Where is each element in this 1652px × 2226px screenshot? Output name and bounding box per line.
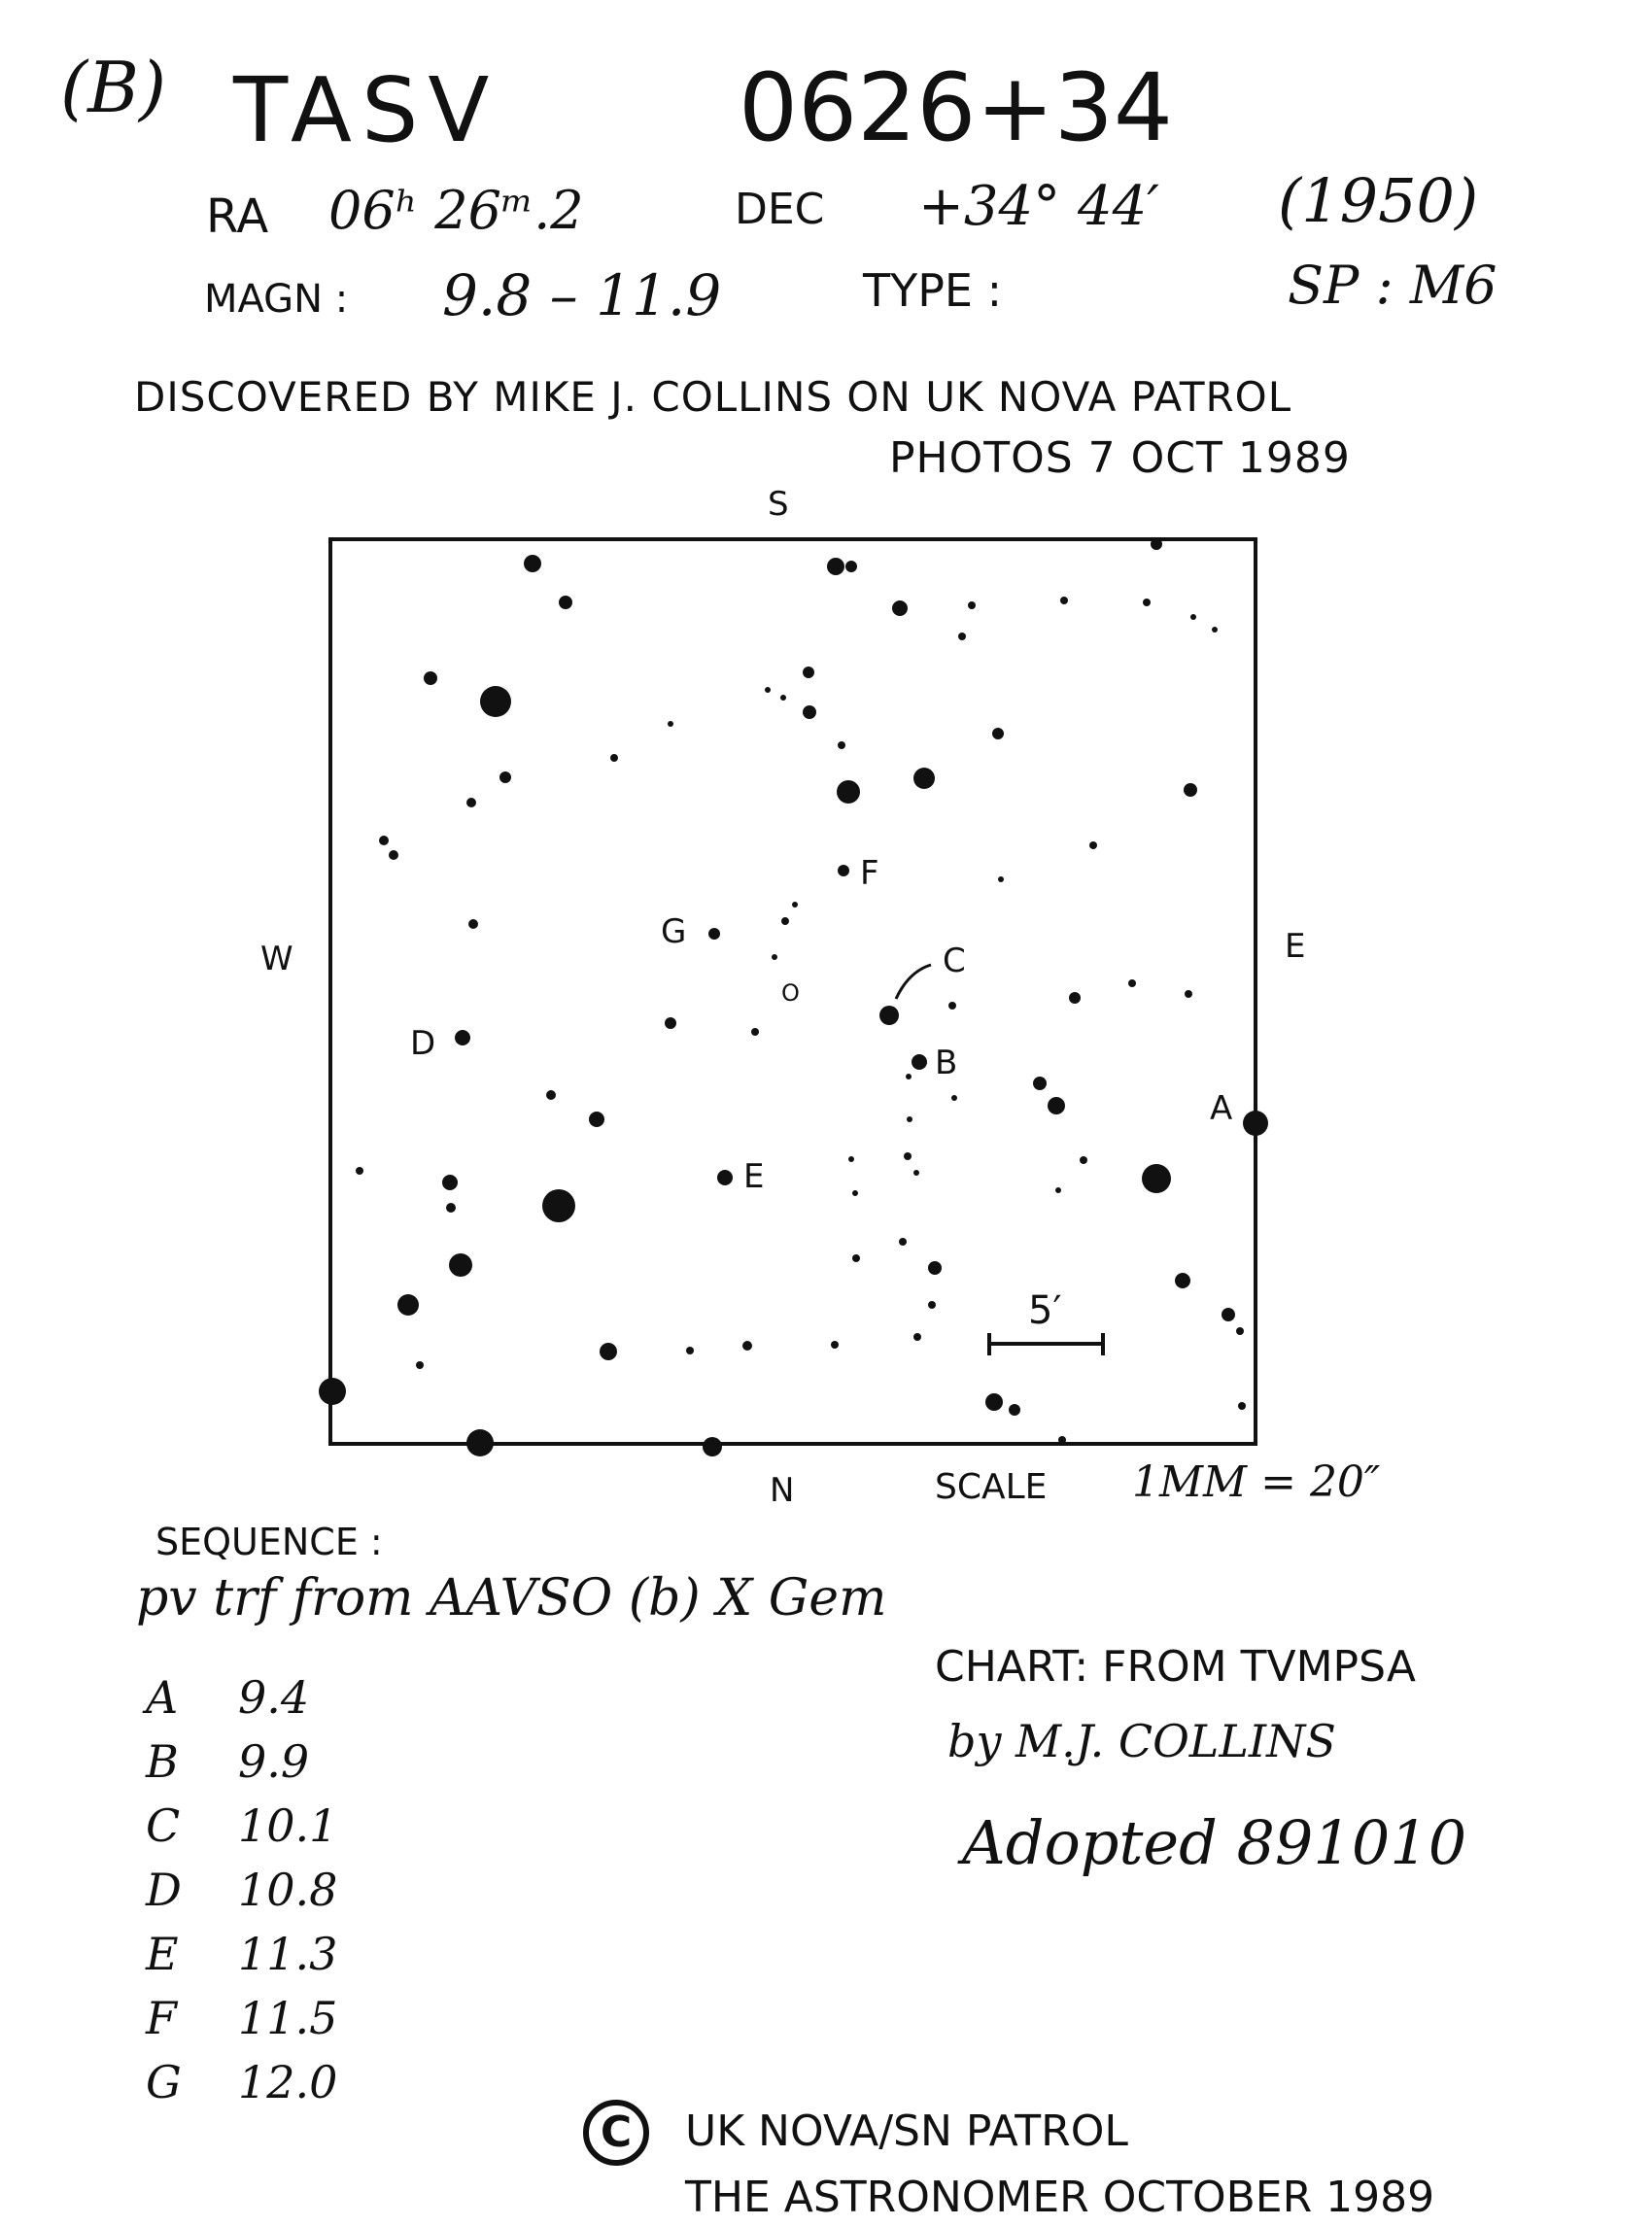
star-dot [499, 771, 511, 783]
dec-label: DEC [735, 185, 825, 234]
star-dot [879, 1006, 899, 1025]
ra-label: RA [206, 189, 269, 244]
sequence-star-id: C [146, 1799, 181, 1852]
star-dot [913, 1333, 921, 1341]
star-dot [765, 687, 771, 693]
star-dot [1236, 1327, 1244, 1335]
sequence-star-id: D [146, 1864, 182, 1916]
star-dot [389, 850, 398, 860]
star-dot [524, 555, 541, 572]
star-dot [968, 601, 976, 609]
star-dot [379, 836, 389, 845]
scale-bar [989, 1333, 1103, 1355]
sequence-row-d [146, 1864, 337, 1916]
star-dot [416, 1361, 424, 1369]
star-dot [717, 1170, 733, 1185]
sequence-star-mag: 9.9 [238, 1735, 310, 1788]
star-dot [1222, 1308, 1235, 1321]
star-dot [1212, 627, 1218, 633]
scale-value: 1MM = 20″ [1132, 1457, 1381, 1507]
variable-marker: O [781, 979, 800, 1007]
star-dot [424, 671, 437, 685]
star-dot [1143, 599, 1151, 606]
footer-line-2: THE ASTRONOMER OCTOBER 1989 [685, 2173, 1435, 2222]
sequence-title: SEQUENCE : [155, 1521, 383, 1563]
star-dot [442, 1175, 458, 1190]
star-dot [780, 695, 786, 701]
star-dot [913, 768, 935, 789]
sequence-star-mag: 9.4 [238, 1671, 310, 1724]
star-dot [998, 876, 1004, 882]
star-dot [542, 1189, 575, 1222]
star-dot [985, 1393, 1003, 1411]
star-dot [1009, 1404, 1020, 1416]
star-dot [665, 1017, 676, 1029]
comparison-label-c: C [943, 942, 966, 980]
footer-line-1: UK NOVA/SN PATROL [685, 2106, 1128, 2156]
star-dot [845, 561, 857, 572]
discovery-line-1: DISCOVERED BY MIKE J. COLLINS ON UK NOVA PATROL [134, 373, 1292, 421]
star-dot [1151, 538, 1162, 550]
dec-value: +34° 44′ [918, 175, 1159, 238]
sequence-star-id: B [146, 1735, 179, 1788]
chart-label: (B) [60, 47, 167, 128]
star-dot [1190, 614, 1196, 620]
star-dot [600, 1343, 617, 1360]
scale-bar-label: 5′ [1028, 1288, 1062, 1333]
star-dot [837, 780, 860, 804]
star-dot [466, 798, 476, 807]
star-dot [838, 741, 845, 749]
star-dot [838, 865, 849, 876]
spectral-type: SP : M6 [1288, 255, 1497, 316]
star-dot [1175, 1273, 1190, 1288]
star-dot [1080, 1156, 1087, 1164]
sequence-source: pv trf from AAVSO (b) X Gem [136, 1569, 887, 1627]
star-dot [831, 1341, 839, 1349]
sequence-row-e [146, 1928, 337, 1980]
star-dot [928, 1301, 936, 1309]
star-dot [951, 1095, 957, 1101]
star-dot [852, 1254, 860, 1262]
star-dot [708, 928, 720, 940]
sequence-row-b [146, 1735, 309, 1788]
comparison-label-d: D [410, 1024, 436, 1063]
star-dot [1128, 979, 1136, 987]
star-dot [928, 1261, 942, 1275]
star-dot [610, 754, 618, 762]
sequence-row-g [146, 2056, 337, 2108]
comparison-c-leader [896, 965, 931, 999]
direction-east: E [1285, 927, 1306, 966]
sequence-star-id: E [146, 1928, 179, 1980]
star-dot [827, 558, 844, 575]
star-dot [319, 1378, 346, 1405]
star-dot [480, 686, 511, 717]
star-dot [803, 667, 814, 678]
star-dot [907, 1116, 912, 1122]
type-label: TYPE : [863, 264, 1003, 317]
star-dot [686, 1347, 694, 1354]
star-designation: 0626+34 [739, 53, 1173, 162]
sequence-row-f [146, 1992, 337, 2044]
star-dot [546, 1090, 556, 1100]
comparison-label-a: A [1210, 1089, 1233, 1128]
star-dot [948, 1002, 956, 1010]
star-dot [742, 1341, 752, 1351]
star-dot [466, 1429, 494, 1456]
scale-text: SCALE [935, 1467, 1048, 1507]
sequence-star-mag: 10.1 [238, 1799, 338, 1852]
star-dot [751, 1028, 759, 1036]
chart-credit-line-2: by M.J. COLLINS [947, 1715, 1336, 1767]
star-dot [1243, 1111, 1268, 1136]
star-dot [559, 596, 572, 609]
sequence-star-id: A [146, 1671, 179, 1724]
star-name: TASV [233, 58, 499, 162]
star-dot [356, 1167, 363, 1175]
star-dot [668, 721, 673, 727]
star-dot [1060, 597, 1068, 604]
star-dot [781, 917, 789, 925]
sequence-row-c [146, 1799, 337, 1852]
comparison-label-e: E [743, 1157, 765, 1196]
magn-value: 9.8 – 11.9 [442, 262, 722, 328]
star-dot [1238, 1402, 1246, 1410]
direction-north: N [770, 1471, 795, 1510]
comparison-label-b: B [935, 1044, 958, 1082]
star-dot [892, 600, 908, 616]
sequence-star-id: F [146, 1992, 177, 2044]
star-dot [1048, 1097, 1065, 1114]
star-dot [958, 633, 966, 640]
star-dot [397, 1294, 419, 1316]
comparison-label-g: G [661, 912, 687, 951]
star-dot [772, 954, 777, 960]
star-dot [899, 1238, 907, 1246]
discovery-line-2: PHOTOS 7 OCT 1989 [889, 433, 1351, 483]
star-dot [904, 1152, 912, 1160]
star-dot [468, 919, 478, 929]
epoch: (1950) [1278, 165, 1479, 236]
star-dot [992, 728, 1004, 739]
star-dot [455, 1030, 470, 1045]
star-dot [446, 1203, 456, 1213]
star-dot [912, 1054, 927, 1070]
star-dot [1184, 783, 1197, 797]
star-dot [852, 1190, 858, 1196]
chart-credit-line-1: CHART: FROM TVMPSA [935, 1642, 1416, 1692]
star-dot [589, 1112, 604, 1127]
direction-west: W [260, 940, 293, 978]
sequence-star-id: G [146, 2056, 182, 2108]
sequence-star-mag: 10.8 [238, 1864, 338, 1916]
sequence-star-mag: 11.3 [238, 1928, 338, 1980]
sequence-star-mag: 11.5 [238, 1992, 338, 2044]
adopted-date: Adopted 891010 [962, 1807, 1467, 1878]
star-dot [1142, 1164, 1171, 1193]
star-dot [1089, 841, 1097, 849]
magn-label: MAGN : [204, 277, 349, 322]
star-dot [792, 902, 798, 908]
copyright-icon: C [583, 2100, 649, 2166]
star-dot [906, 1074, 912, 1079]
star-dot [1033, 1077, 1047, 1090]
ra-value: 06ʰ 26ᵐ.2 [328, 180, 584, 241]
star-dot [703, 1437, 722, 1456]
star-dot [1069, 992, 1081, 1004]
star-dot [449, 1253, 472, 1277]
comparison-label-f: F [860, 854, 879, 893]
sequence-row-a [146, 1671, 309, 1724]
star-dot [803, 705, 816, 719]
star-dot [848, 1156, 854, 1162]
star-dot [1055, 1187, 1061, 1193]
star-dot [1185, 990, 1192, 998]
star-dot [913, 1170, 919, 1176]
star-dot [1058, 1436, 1066, 1444]
direction-south: S [768, 485, 789, 524]
sequence-star-mag: 12.0 [238, 2056, 338, 2108]
